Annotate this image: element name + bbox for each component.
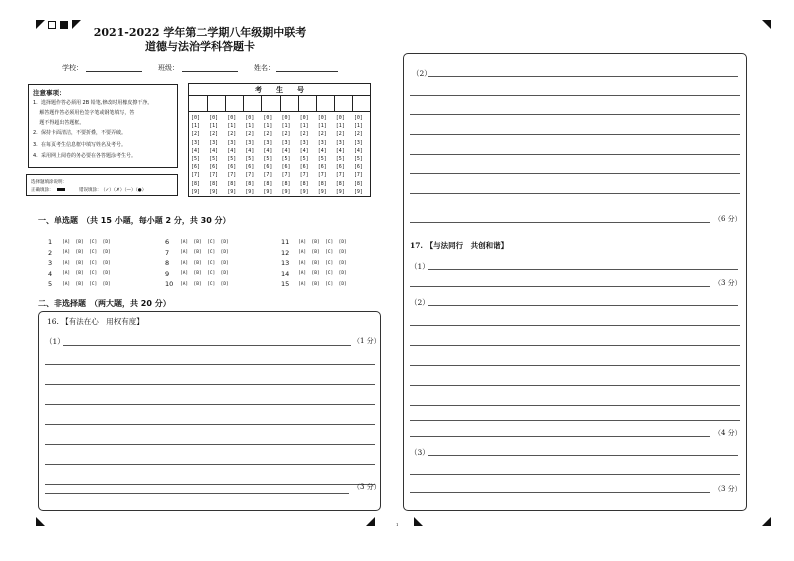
exam-id-bubble[interactable]: [8] [191, 180, 201, 187]
exam-id-bubble[interactable]: [7] [281, 172, 291, 179]
corner-marker-bottom-right [762, 517, 771, 526]
exam-id-column-divider [243, 96, 244, 112]
answer-line[interactable] [410, 193, 740, 194]
exam-id-bubble[interactable]: [4] [317, 147, 327, 154]
q17-title: 17. 【与法同行 共创和谐】 [410, 241, 509, 250]
q17-part1-points: （3 分） [714, 279, 742, 287]
exam-id-bubble[interactable]: [8] [245, 180, 255, 187]
q16-answer-line[interactable] [45, 493, 349, 494]
exam-id-bubble[interactable]: [3] [335, 139, 345, 146]
q16-part1-line[interactable] [63, 345, 351, 346]
notice-item: 4. 采用网上阅卷的务必要在各答题涂考生号。 [33, 153, 136, 159]
exam-id-bubble[interactable]: [2] [299, 131, 309, 138]
exam-id-bubble[interactable]: [7] [299, 172, 309, 179]
mcq-number: 5 [48, 280, 53, 288]
exam-id-bubble[interactable]: [1] [191, 123, 201, 130]
exam-id-bubble[interactable]: [6] [245, 164, 255, 171]
exam-id-bubble[interactable]: [7] [209, 172, 219, 179]
mcq-number: 12 [281, 248, 290, 257]
exam-id-bubble[interactable]: [6] [317, 164, 327, 171]
exam-id-bubble[interactable]: [7] [317, 172, 327, 179]
exam-id-bubble[interactable]: [6] [209, 164, 219, 171]
exam-id-bubble[interactable]: [0] [299, 115, 309, 121]
exam-id-bubble[interactable]: [4] [281, 147, 291, 154]
exam-id-bubble[interactable]: [5] [209, 156, 219, 162]
exam-id-bubble[interactable]: [1] [317, 123, 327, 130]
mcq-number: 15 [281, 280, 290, 288]
exam-id-bubble[interactable]: [0] [209, 115, 219, 121]
class-label: 班级： [158, 64, 179, 72]
exam-id-bubble[interactable]: [9] [245, 188, 255, 195]
correct-fill-label: 正确填涂： [31, 188, 54, 193]
mcq-options[interactable]: [A] [B] [C] [D] [298, 260, 347, 266]
exam-title: 2021-2022 学年第二学期八年级期中联考 [93, 26, 307, 39]
notice-box [28, 84, 178, 168]
answer-line[interactable] [410, 286, 710, 287]
exam-id-bubble[interactable]: [4] [353, 147, 363, 154]
exam-id-bubble[interactable]: [5] [245, 156, 255, 162]
notice-item: 1. 选择题作答必须用 2B 铅笔,修改时用橡皮擦干净。 [33, 100, 153, 106]
answer-line[interactable] [410, 173, 740, 174]
exam-id-bubble[interactable]: [5] [227, 156, 237, 162]
answer-line[interactable] [410, 114, 740, 115]
exam-id-bubble[interactable]: [0] [317, 115, 327, 121]
corner-marker-top-right [762, 20, 771, 29]
exam-id-bubble[interactable]: [7] [245, 172, 255, 179]
mcq-number: 7 [165, 248, 170, 257]
page-number: 1 [396, 522, 399, 527]
corner-marker-bottom-mid-right [414, 517, 423, 526]
q16-answer-line[interactable] [45, 484, 375, 485]
q16-answer-line[interactable] [45, 444, 375, 445]
answer-line[interactable] [410, 365, 740, 366]
exam-id-bubble[interactable]: [8] [335, 180, 345, 187]
mcq-number: 4 [48, 269, 53, 278]
q16-part1-points: （1 分） [353, 337, 381, 345]
right-answer-panel [403, 53, 747, 511]
exam-id-bubble[interactable]: [3] [299, 139, 309, 146]
exam-id-bubble[interactable]: [9] [227, 188, 237, 195]
exam-id-column-divider [261, 96, 262, 112]
answer-line[interactable] [410, 222, 710, 223]
exam-id-bubble[interactable]: [0] [245, 115, 255, 121]
q16-part2-label: （2） [412, 69, 432, 78]
exam-id-bubble[interactable]: [3] [353, 139, 363, 146]
mcq-options[interactable]: [A] [B] [C] [D] [180, 260, 229, 266]
exam-id-bubble[interactable]: [7] [335, 172, 345, 179]
q16-answer-box [38, 311, 381, 511]
exam-id-bubble[interactable]: [4] [209, 147, 219, 154]
mcq-number: 6 [165, 238, 170, 246]
exam-id-bubble[interactable]: [0] [191, 115, 201, 121]
exam-id-bubble[interactable]: [4] [335, 147, 345, 154]
mcq-number: 3 [48, 259, 53, 267]
exam-id-grid [188, 83, 371, 197]
mcq-options[interactable]: [A] [B] [C] [D] [62, 281, 111, 287]
exam-id-bubble[interactable]: [4] [245, 147, 255, 154]
answer-line[interactable] [428, 455, 738, 456]
exam-id-bubble[interactable]: [1] [245, 123, 255, 130]
exam-id-bubble[interactable]: [8] [353, 180, 363, 187]
exam-id-bubble[interactable]: [1] [281, 123, 291, 130]
answer-line[interactable] [410, 420, 740, 421]
exam-id-bubble[interactable]: [8] [317, 180, 327, 187]
school-field[interactable] [86, 71, 142, 72]
school-label: 学校： [62, 64, 83, 72]
answer-line[interactable] [410, 134, 740, 135]
mcq-number: 14 [281, 269, 290, 278]
q16-part2-points: （3 分） [353, 483, 381, 491]
exam-id-bubble[interactable]: [3] [281, 139, 291, 146]
exam-id-bubble[interactable]: [3] [317, 139, 327, 146]
exam-id-column-divider [334, 96, 335, 112]
exam-id-bubble[interactable]: [3] [191, 139, 201, 146]
q17-part2-label: （2） [410, 298, 430, 307]
exam-id-bubble[interactable]: [8] [281, 180, 291, 187]
q17-part3-points: （3 分） [714, 485, 742, 493]
exam-id-bubble[interactable]: [4] [263, 147, 273, 154]
answer-line[interactable] [410, 154, 740, 155]
exam-id-bubble[interactable]: [2] [317, 131, 327, 138]
exam-id-bubble[interactable]: [6] [281, 164, 291, 171]
wrong-fill-marks: （✓）（✗）（—）（●） [101, 188, 147, 193]
exam-id-bubble[interactable]: [9] [335, 188, 345, 195]
exam-id-bubble[interactable]: [1] [227, 123, 237, 130]
exam-id-bubble[interactable]: [5] [353, 156, 363, 162]
exam-id-bubble[interactable]: [0] [353, 115, 363, 121]
q16-part2-total-points: （6 分） [714, 215, 742, 223]
mcq-options[interactable]: [A] [B] [C] [D] [62, 250, 111, 255]
exam-id-bubble[interactable]: [7] [227, 172, 237, 179]
exam-id-bubble[interactable]: [5] [335, 156, 345, 162]
exam-id-bubble[interactable]: [7] [263, 172, 273, 179]
notice-item: 解答题作答必须用色签字笔或钢笔填写，答 [33, 110, 135, 116]
exam-id-bubble[interactable]: [6] [299, 164, 309, 171]
q16-title: 16. 【有法在心 用权有度】 [47, 317, 144, 326]
section1-title: 一、单选题 （共 15 小题，每小题 2 分，共 30 分） [38, 216, 231, 225]
q17-part1-label: （1） [410, 262, 430, 271]
answer-line[interactable] [428, 269, 738, 270]
exam-id-bubble[interactable]: [7] [353, 172, 363, 179]
notice-item: 3. 在每页考生信息框中填写姓名及考号。 [33, 142, 126, 148]
answer-line[interactable] [410, 405, 740, 406]
mcq-options[interactable]: [A] [B] [C] [D] [180, 250, 229, 255]
answer-line[interactable] [428, 76, 738, 77]
exam-id-bubble[interactable]: [9] [263, 188, 273, 195]
exam-id-bubble[interactable]: [0] [335, 115, 345, 121]
q16-answer-line[interactable] [45, 384, 375, 385]
exam-id-bubble[interactable]: [6] [263, 164, 273, 171]
answer-line[interactable] [410, 95, 740, 96]
answer-line[interactable] [410, 385, 740, 386]
exam-id-bubble[interactable]: [3] [227, 139, 237, 146]
exam-id-bubble[interactable]: [7] [191, 172, 201, 179]
exam-id-column-divider [280, 96, 281, 112]
exam-id-bubble[interactable]: [2] [227, 131, 237, 138]
fill-example-box [26, 174, 178, 196]
mcq-options[interactable]: [A] [B] [C] [D] [180, 281, 229, 287]
exam-id-heading: 考 生 号 [189, 84, 370, 96]
exam-id-bubble[interactable]: [2] [245, 131, 255, 138]
answer-line[interactable] [410, 492, 710, 493]
exam-id-bubble[interactable]: [1] [209, 123, 219, 130]
exam-id-bubble[interactable]: [4] [191, 147, 201, 154]
exam-id-bubble[interactable]: [4] [227, 147, 237, 154]
exam-id-bubble[interactable]: [1] [263, 123, 273, 130]
name-label: 姓名： [254, 64, 275, 72]
exam-id-bubble[interactable]: [2] [191, 131, 201, 138]
exam-id-bubble[interactable]: [6] [353, 164, 363, 171]
mcq-options[interactable]: [A] [B] [C] [D] [298, 250, 347, 255]
answer-line[interactable] [410, 325, 740, 326]
exam-id-bubble[interactable]: [9] [191, 188, 201, 195]
q16-answer-line[interactable] [45, 364, 375, 365]
exam-id-bubble[interactable]: [4] [299, 147, 309, 154]
exam-id-bubble[interactable]: [6] [191, 164, 201, 171]
exam-id-bubble[interactable]: [3] [209, 139, 219, 146]
q16-answer-line[interactable] [45, 404, 375, 405]
exam-id-bubble[interactable]: [0] [281, 115, 291, 121]
correct-fill-mark [57, 188, 65, 191]
exam-id-column-divider [316, 96, 317, 112]
answer-line[interactable] [410, 474, 740, 475]
mcq-options[interactable]: [A] [B] [C] [D] [298, 271, 347, 276]
class-field[interactable] [182, 71, 238, 72]
exam-id-bubble[interactable]: [8] [263, 180, 273, 187]
exam-id-column-divider [352, 96, 353, 112]
sheet-title: 道德与法治学科答题卡 [145, 40, 255, 53]
mcq-options[interactable]: [A] [B] [C] [D] [180, 239, 229, 245]
mcq-number: 11 [281, 238, 290, 246]
exam-id-bubble[interactable]: [5] [281, 156, 291, 162]
exam-id-bubble[interactable]: [9] [353, 188, 363, 195]
exam-id-bubble[interactable]: [9] [281, 188, 291, 195]
exam-id-bubble[interactable]: [6] [227, 164, 237, 171]
mcq-options[interactable]: [A] [B] [C] [D] [298, 281, 347, 287]
exam-id-bubble[interactable]: [0] [263, 115, 273, 121]
mcq-options[interactable]: [A] [B] [C] [D] [298, 239, 347, 245]
exam-id-bubble[interactable]: [8] [227, 180, 237, 187]
fill-example-heading: 选择题填涂说明： [31, 180, 67, 185]
mcq-options[interactable]: [A] [B] [C] [D] [62, 271, 111, 276]
exam-id-bubble[interactable]: [5] [317, 156, 327, 162]
q16-answer-line[interactable] [45, 464, 375, 465]
exam-id-bubble[interactable]: [9] [299, 188, 309, 195]
exam-id-bubble[interactable]: [5] [299, 156, 309, 162]
exam-id-bubble[interactable]: [3] [245, 139, 255, 146]
exam-id-bubble[interactable]: [5] [263, 156, 273, 162]
exam-id-bubble[interactable]: [1] [353, 123, 363, 130]
exam-id-bubble[interactable]: [9] [209, 188, 219, 195]
mcq-options[interactable]: [A] [B] [C] [D] [180, 271, 229, 276]
exam-id-bubble[interactable]: [6] [335, 164, 345, 171]
q17-part2-points: （4 分） [714, 429, 742, 437]
exam-id-bubble[interactable]: [5] [191, 156, 201, 162]
mcq-number: 13 [281, 259, 290, 267]
mcq-number: 1 [48, 238, 53, 246]
answer-line[interactable] [410, 436, 710, 437]
section2-title: 二、非选择题 （两大题，共 20 分） [38, 299, 171, 308]
notice-heading: 注意事项： [33, 89, 66, 97]
corner-marker-bottom-mid-left [366, 517, 375, 526]
mcq-options[interactable]: [A] [B] [C] [D] [62, 239, 111, 245]
exam-id-bubble[interactable]: [2] [263, 131, 273, 138]
q16-answer-line[interactable] [45, 424, 375, 425]
exam-id-bubble[interactable]: [1] [335, 123, 345, 130]
mcq-number: 2 [48, 248, 53, 257]
mcq-number: 9 [165, 269, 170, 278]
exam-id-bubble[interactable]: [1] [299, 123, 309, 130]
mcq-number: 10 [165, 280, 174, 288]
q17-part3-label: （3） [410, 448, 430, 457]
corner-marker-bottom-left [36, 517, 45, 526]
exam-id-bubble[interactable]: [2] [353, 131, 363, 138]
name-field[interactable] [276, 71, 338, 72]
exam-id-column-divider [298, 96, 299, 112]
exam-id-bubble[interactable]: [9] [317, 188, 327, 195]
exam-id-column-divider [207, 96, 208, 112]
notice-item: 2. 保持卡面清洁，不要折叠，不要弄破。 [33, 130, 126, 136]
wrong-fill-label: 错误填涂： [79, 188, 102, 193]
exam-id-bubble[interactable]: [8] [209, 180, 219, 187]
answer-line[interactable] [428, 305, 738, 306]
mcq-options[interactable]: [A] [B] [C] [D] [62, 260, 111, 266]
exam-id-bubble[interactable]: [2] [209, 131, 219, 138]
mcq-number: 8 [165, 259, 170, 267]
notice-item: 题不得超出答题框。 [33, 120, 85, 126]
exam-id-bubble[interactable]: [0] [227, 115, 237, 121]
exam-id-bubble[interactable]: [3] [263, 139, 273, 146]
exam-id-bubble[interactable]: [2] [281, 131, 291, 138]
exam-id-bubble[interactable]: [2] [335, 131, 345, 138]
exam-id-column-divider [225, 96, 226, 112]
exam-id-bubble[interactable]: [8] [299, 180, 309, 187]
q16-part1-label: （1） [45, 337, 65, 346]
answer-line[interactable] [410, 345, 740, 346]
